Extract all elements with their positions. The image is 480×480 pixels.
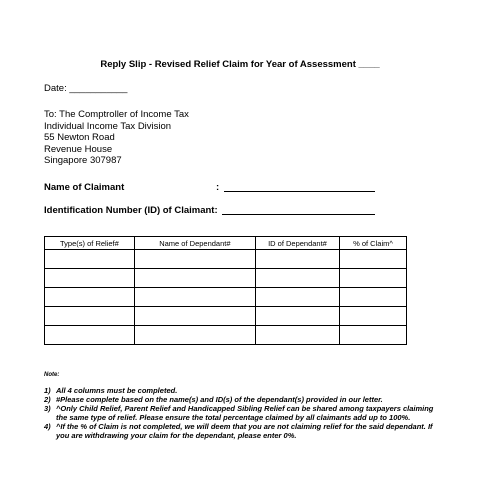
note-text: ^Only Child Relief, Parent Relief and Handicapped Sibling Relief can be shared among taxpayers claiming the same type of relief. Please ensure the total percentage claimed by all claimants add up to 100%. — [56, 404, 434, 422]
table-cell — [339, 269, 406, 288]
table-cell — [339, 307, 406, 326]
table-cell — [255, 250, 339, 269]
note-number: 4) — [44, 422, 51, 431]
header-id-of-dependant: ID of Dependant# — [255, 237, 339, 250]
table-cell — [134, 326, 255, 345]
note-item — [44, 404, 444, 422]
table-cell — [134, 269, 255, 288]
note-number: 3) — [44, 404, 51, 413]
address-line: To: The Comptroller of Income Tax — [44, 109, 189, 120]
table-cell — [45, 269, 135, 288]
table-header-row — [45, 237, 407, 250]
table-cell — [45, 288, 135, 307]
note-number: 2) — [44, 395, 51, 404]
table-row — [45, 288, 407, 307]
table-cell — [255, 288, 339, 307]
table-row — [45, 250, 407, 269]
note-item — [44, 422, 444, 440]
note-text: All 4 columns must be completed. — [56, 386, 178, 395]
table-cell — [45, 326, 135, 345]
table-cell — [339, 288, 406, 307]
address-line: Singapore 307987 — [44, 155, 122, 166]
claimant-id-blank — [222, 214, 375, 215]
claimant-name-label: Name of Claimant — [44, 182, 125, 193]
table-cell — [255, 307, 339, 326]
relief-claim-table — [44, 236, 407, 345]
table-row — [45, 326, 407, 345]
date-line: Date: ___________ — [44, 83, 128, 94]
notes-list — [44, 386, 444, 440]
table-cell — [134, 307, 255, 326]
note-number: 1) — [44, 386, 51, 395]
address-line: Revenue House — [44, 143, 113, 155]
table-cell — [339, 250, 406, 269]
note-label: Note: — [44, 372, 60, 378]
note-item — [44, 386, 444, 395]
claimant-id-label: Identification Number (ID) of Claimant: — [44, 205, 218, 216]
table-cell — [134, 288, 255, 307]
table-cell — [255, 326, 339, 345]
claimant-name-blank — [224, 191, 375, 192]
table-cell — [255, 269, 339, 288]
document-title: Reply Slip - Revised Relief Claim for Year of Assessment ____ — [100, 59, 380, 70]
header-name-of-dependant: Name of Dependant# — [134, 237, 255, 250]
address-block — [44, 109, 189, 167]
note-text: #Please complete based on the name(s) and ID(s) of the dependant(s) provided in our letter. — [56, 395, 383, 404]
address-line: 55 Newton Road — [44, 132, 115, 143]
table-cell — [134, 250, 255, 269]
note-text: ^If the % of Claim is not completed, we will deem that you are not claiming relief for the said dependant. If you are withdrawing your claim for the dependant, please enter 0%. — [56, 422, 433, 440]
table-row — [45, 269, 407, 288]
address-line: Individual Income Tax Division — [44, 120, 172, 132]
table-cell — [339, 326, 406, 345]
table-cell — [45, 250, 135, 269]
note-item — [44, 395, 444, 404]
header-type-of-relief: Type(s) of Relief# — [45, 237, 135, 250]
table-row — [45, 307, 407, 326]
claimant-name-colon: : — [216, 182, 220, 193]
table-cell — [45, 307, 135, 326]
header-percent-of-claim: % of Claim^ — [339, 237, 406, 250]
